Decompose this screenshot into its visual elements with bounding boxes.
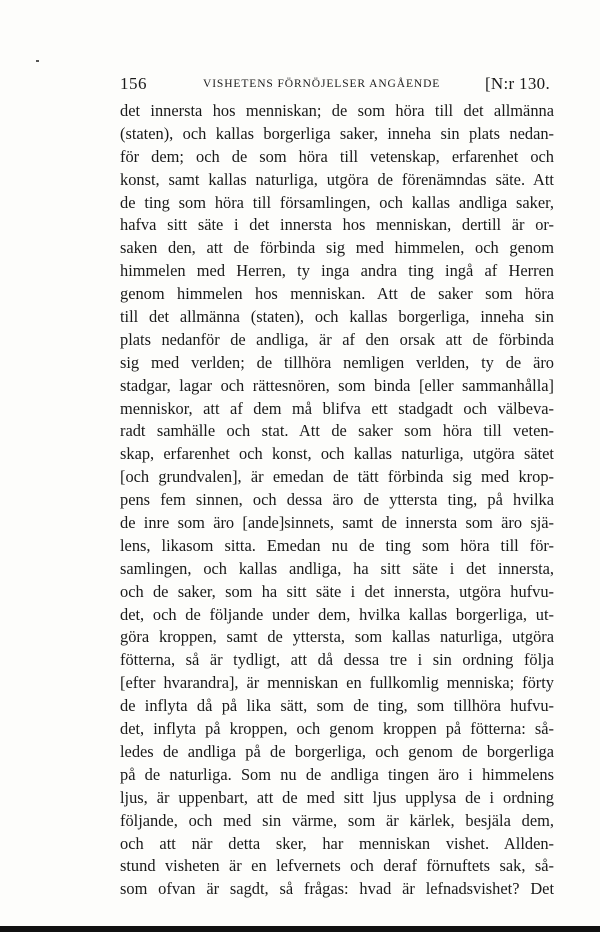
body-text [120,100,554,901]
scan-speck [36,60,39,62]
text-line: hafva sitt säte i det innersta hos menniskan, dertill är or- [120,215,554,235]
text-line: på de naturliga. Som nu de andliga tingen äro i himmelens [120,764,554,784]
text-line: de ting som höra till församlingen, och kallas andliga saker, [120,192,554,212]
text-line: göra kroppen, samt de yttersta, som kallas naturliga, utgöra [120,627,554,647]
text-line: genom himmelen hos menniskan. Att de saker som höra [120,284,554,304]
text-line: det, inflyta på kroppen, och genom kroppen på fötterna: så- [120,719,554,739]
text-line: samlingen, och kallas andliga, ha sitt säte i det innersta, [120,558,554,578]
text-line: ledes de andliga på de borgerliga, och genom de borgerliga [120,741,554,761]
text-line: himmelen med Herren, ty inga andra ting ingå af Herren [120,261,554,281]
page-number: 156 [120,74,147,93]
text-line: sig med verlden; de tillhöra nemligen verlden, ty de äro [120,352,554,372]
scan-bottom-edge [0,926,600,932]
text-line: radt samhälle och stat. Att de saker som höra till veten- [120,421,554,441]
text-line: stund visheten är en lefvernets och deraf förnuftets sak, så- [120,856,554,876]
text-line: de inre som äro [ande]sinnets, samt de innersta som äro sjä- [120,513,554,533]
text-line: och de saker, som ha sitt säte i det innersta, utgöra hufvu- [120,581,554,601]
text-line: för dem; och de som höra till vetenskap, erfarenhet och [120,146,554,166]
running-title: VISHETENS FÖRNÖJELSER ANGÅENDE [203,78,441,90]
text-line: ljus, är uppenbart, att de med sitt ljus upplysa de i ordning [120,787,554,807]
text-line: det innersta hos menniskan; de som höra till det allmänna [120,101,554,120]
text-line: pens fem sinnen, och dessa äro de yttersta ting, på hvilka [120,490,554,510]
text-line: till det allmänna (staten), och kallas borgerliga, inneha sin [120,307,554,327]
text-line: stadgar, lagar och rättesnören, som binda [eller sammanhålla] [120,375,554,395]
text-line: skap, erfarenhet och konst, och kallas naturliga, utgöra sätet [120,444,554,464]
page-header [120,74,550,98]
text-line: [efter hvarandra], är menniskan en fullkomlig menniska; förty [120,673,554,693]
text-line: och att när detta sker, har menniskan vishet. Allden- [120,833,554,853]
text-line: fötterna, så är tydligt, att då dessa tre i sin ordning följa [120,650,554,670]
text-line: plats nedanför de andliga, är af den orsak att de förbinda [120,329,554,349]
text-line: de inflyta då på lika sätt, som de ting, som tillhöra hufvu- [120,696,554,716]
text-line: menniskor, att af dem må blifva ett stadgadt och välbeva- [120,398,554,418]
text-line: saken den, att de förbinda sig med himmelen, och genom [120,238,554,258]
text-line: lens, likasom sitta. Emedan nu de ting som höra till för- [120,535,554,555]
text-line: (staten), och kallas borgerliga saker, inneha sin plats nedan- [120,123,554,143]
text-line: det, och de följande under dem, hvilka kallas borgerliga, ut- [120,604,554,624]
text-line: som ofvan är sagdt, så frågas: hvad är lefnadsvishet? Det [120,879,554,899]
text-line: följande, och med sin värme, som är kärlek, besjäla dem, [120,810,554,830]
section-reference: [N:r 130. [484,74,550,93]
text-line: [och grundvalen], är emedan de tätt förbinda sig med krop- [120,467,554,487]
text-line: konst, samt kallas naturliga, utgöra de förenämndas säte. Att [120,169,554,189]
